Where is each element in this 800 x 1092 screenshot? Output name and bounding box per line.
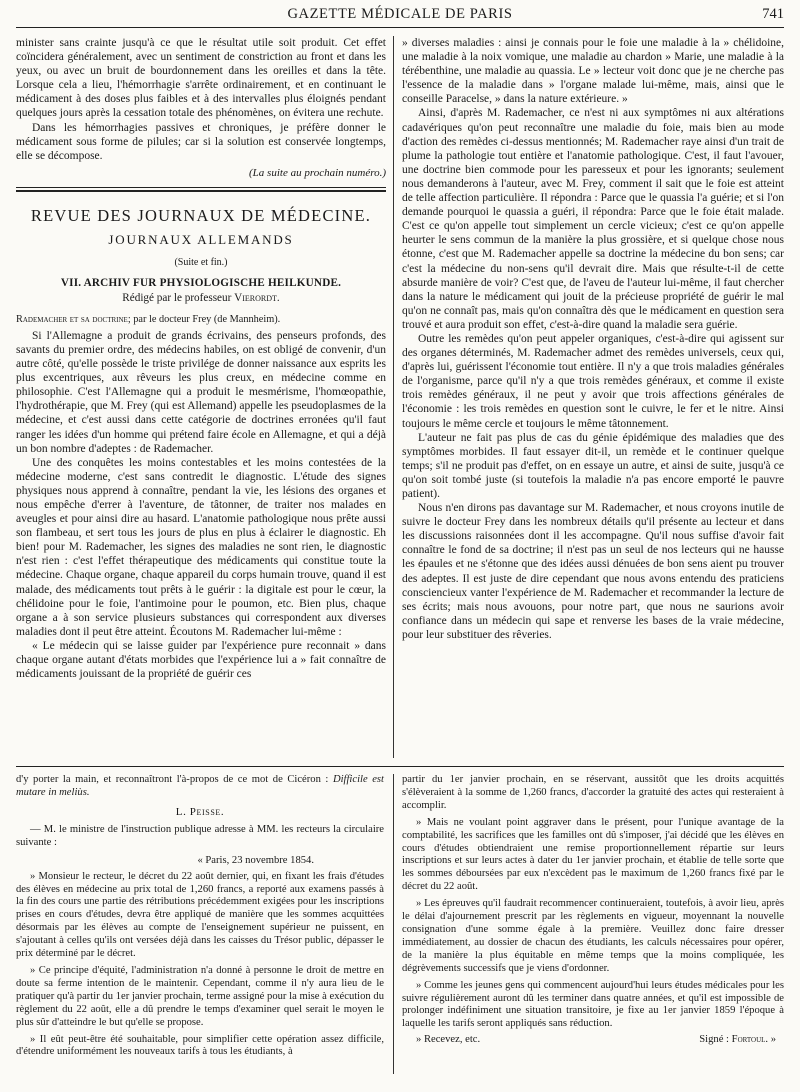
lower-left-column bbox=[16, 774, 384, 1059]
lower-right-column bbox=[402, 774, 784, 1046]
cicero-quote: Difficile est mutare in meliùs. bbox=[16, 774, 384, 798]
editor-prefix: Rédigé par le professeur bbox=[122, 291, 232, 304]
paragraph-epreuves: » Les épreuves qu'il faudrait recommencer continueraient, toutefois, à avoir lieu, après le délai d'ajournement prescrit par les règlements en vigueur, moyennant la nouvelle consignation d'une somme égale à la première. Veuillez donc faire dresser immédiatement, au dossier de chacun des étudiants, les calculs nécessaires pour opérer, de la manière la plus équitable en même temps que la moins compliquée, les dégrèvements successifs que je viens d'ordonner. bbox=[402, 898, 784, 974]
section-rule bbox=[16, 187, 386, 192]
continued-paragraph: minister sans crainte jusqu'à ce que le résultat utile soit produit. Cet effet coïncidera généralement, avec un sentiment de constriction au front et dans les yeux, ou avec un bruit de bourdonnement dans les oreilles et dans la tête. Lorsque cela a lieu, l'hémorrhagie s'arrête ordinairement, et en continuant le médicament à des doses plus faibles et à des intervalles plus éloignés pendant quelques jours après la cessation totale des phénomènes, on évitera une rechute. bbox=[16, 37, 386, 120]
paragraph-cicero bbox=[16, 774, 384, 800]
section-title: REVUE DES JOURNAUX DE MÉDECINE. bbox=[30, 205, 372, 225]
paragraph-diagnostic: Une des conquêtes les moins contestables et les moins contestées de la médecine moderne, c'est sans contredit le diagnostic. L'étude des signes physiques nous apprend à connaître, pendant la vie, les lésions des organes et nous empêche d'errer à l'aventure, de tâtonner, de traiter nos malades en aveugles et pour ainsi dire au hasard. L'anatomie pathologique nous prête aussi son flambeau, et sert tous les jours de plus en plus à éclairer le diagnostic. Eh bien! pour M. Rademacher, les signes des maladies ne sont rien, le diagnostic n'est rien : c'est l'effet thérapeutique des médicaments qui constitue toute la médecine. Chaque organe, chaque appareil du corps humain trouve, quand il est malade, des médicaments tout prêts à le guérir : la digitale est pour le cœur, la chélidoine pour le foie, l'antimoine pour le poumon, etc. Bien plus, chaque organe a à son service plusieurs substances qui correspondent aux diverses maladies dont il peut être atteint. Écoutons M. Rademacher lui-même : bbox=[16, 456, 386, 638]
header-rule bbox=[16, 27, 784, 28]
signed-prefix: Signé : bbox=[699, 1034, 730, 1046]
paragraph-minister: — M. le ministre de l'instruction publique adresse à MM. les recteurs la circulaire suivante : bbox=[16, 823, 384, 848]
signature-peisse bbox=[16, 806, 384, 818]
column-divider bbox=[393, 36, 394, 758]
cicero-text: d'y porter la main, et reconnaîtront l'à-propos de ce mot de Cicéron : bbox=[16, 774, 329, 785]
closing-row bbox=[402, 1033, 784, 1046]
paragraph-january: partir du 1er janvier prochain, en se réservant, aussitôt que les droits acquittés s'élèveraient à la somme de 1,260 francs, d'accorder la gratuité des actes qui resteraient à accomplir. bbox=[402, 774, 784, 811]
article-editor bbox=[16, 292, 386, 304]
circular-date: « Paris, 23 novembre 1854. bbox=[197, 854, 314, 866]
right-column bbox=[402, 36, 784, 758]
editor-name: Vierordt. bbox=[234, 291, 280, 304]
paragraph-circular-reasoning: Ainsi, d'après M. Rademacher, ce n'est ni aux symptômes ni aux altérations cadavériques qu'on peut reconnaître une maladie du foie, mais bien au mode d'action des remèdes ci-dessus mentionnés; M. Rademacher raye ainsi d'un trait de plume la pathologie tout entière et l'anatomie pathologique. C'est, il faut l'avouer, une doctrine bien commode pour les paresseux et pour les ignorants; seulement nous demanderons à l'auteur, avec M. Frey, comment il sait que le foie est atteint de telle affection particulière. Il répondra : Parce que le quassia l'a guérie; et si l'on demande pourquoi le quassia a guéri, il répondra: Parce que le foie était malade. C'est ce qu'on appelle tout simplement un cercle vicieux; c'est ce qu'on appelle heurter le sens commun de la manière la plus grossière, et si quelque chose nous étonne, c'est que M. Rademacher appelle sa doctrine la médecine du bon sens; car c'est la médecine du non-sens qu'il devrait dire. Mais que résulte-t-il de cette absurde manière de voir? C'est que, de l'aveu de l'auteur lui-même, il faut chercher dans la nature le médicament qui jouit de la précieuse propriété de guérir le mal qu'on ne connaît pas, mais qu'on connaîtra dès que le médicament en question sera trouvé et aura produit son effet, c'est-à-dire quand la maladie sera guérie. bbox=[402, 107, 784, 331]
lower-column-divider bbox=[393, 774, 394, 1074]
paragraph-equity: » Ce principe d'équité, l'administration n'a donné à personne le droit de mettre en doute sa ferme intention de le maintenir. Cependant, comme il n'y aura lieu de le pratiquer qu'à partir du 1er janvier prochain, terme assigné pour la mise à exécution du règlement du 22 août, elle a dû prendre le temps d'examiner quel serait le moyen le plus sûr d'atteindre le but qu'elle se propose. bbox=[16, 964, 384, 1028]
lower-section-rule bbox=[16, 766, 784, 767]
article-byline bbox=[16, 314, 386, 325]
paragraph-quote-start: « Le médecin qui se laisse guider par l'expérience pure reconnait » dans chaque organe autant d'états morbides que l'expérience lui a » fait connaître de médicaments jouissant de la propriété de guérir ces bbox=[16, 639, 386, 681]
article-heading: VII. ARCHIV FUR PHYSIOLOGISCHE HEILKUNDE. bbox=[60, 276, 342, 289]
paragraph-conclusion: Nous n'en dirons pas davantage sur M. Rademacher, et nous croyons inutile de suivre le docteur Frey dans les nombreux détails qu'il présente au lecteur et dans les discussions raisonnées dont il les accompagne. Qu'il nous suffise d'avoir fait connaître le fond de sa doctrine; il n'est pas un seul de nos lecteurs qui ne hausse les épaules et ne s'étonne que des idées aussi dénuées de bon sens aient pu trouver des adeptes. Il est juste de dire cependant que nous avons entendu des praticiens consciencieux vanter l'expérience de M. Rademacher et recommander la lecture de ses écrits; mais nous avouons, pour notre part, que nous ne saurions avoir confiance dans un médecin qui sape et renverse les bases de la vraie médecine, pour leur substituer des rêveries. bbox=[402, 502, 784, 641]
signed-name: Fortoul. » bbox=[731, 1034, 776, 1046]
closing-salutation: » Recevez, etc. bbox=[416, 1034, 481, 1046]
paragraph-hemorrhage: Dans les hémorrhagies passives et chroniques, je préfère donner le médicament sous forme de pilules; car si la solution est conservée longtemps, elle se décompose. bbox=[16, 121, 386, 162]
closing-signature bbox=[699, 1033, 776, 1046]
paragraph-universal-remedies: Outre les remèdes qu'on peut appeler organiques, c'est-à-dire qui agissent sur des organes déterminés, M. Rademacher admet des remèdes universels, ceux qui, d'après lui, guérissent l'économie tout entière. Il n'y a que trois maladies générales de l'organisme, parce qu'il n'y a que trois remèdes généraux, et comme il existe trois remèdes généraux, il ne peut y avoir que trois affections générales de l'économie : les trois remèdes en question sont le cuivre, le fer et le nitre. Ainsi toujours le même cercle et toujours le même tâtonnement. bbox=[402, 332, 784, 430]
byline-author: ; par le docteur Frey (de Mannheim). bbox=[127, 313, 281, 325]
left-column bbox=[16, 36, 386, 758]
paragraph-decree: » Monsieur le recteur, le décret du 22 août dernier, qui, en fixant les frais d'études des élèves en médecine au prix total de 1,260 francs, a reporté aux examens passés à la fin des cours une partie des rétributions précédemment exigées pour les inscriptions prises en cours d'études, devra être appliqué de manière que les sommes acquittées désormais par les élèves au compte de l'enseignement supérieur ne puissent, en s'ajoutant à celles qu'ils ont versées déjà dans les caisses du Trésor public, dépasser le prix déterminé par le décret. bbox=[16, 870, 384, 960]
section-note: (Suite et fin.) bbox=[174, 256, 228, 268]
paragraph-jeunes-gens: » Comme les jeunes gens qui commencent aujourd'hui leurs études médicales pour les suivre régulièrement auront dû les terminer dans quatre années, et qu'il est impossible de prolonger indéfiniment une situation transitoire, je fixe au 1er janvier 1859 l'époque à laquelle les tarifs seront appliqués sans réduction. bbox=[402, 979, 784, 1030]
signature-name: L. Peisse. bbox=[175, 805, 225, 818]
page-number: 741 bbox=[762, 6, 784, 22]
paragraph-quote-end: » diverses maladies : ainsi je connais pour le foie une maladie à la » chélidoine, une maladie à la noix vomique, une maladie au chardon » Marie, une maladie à la térébenthine, une maladie au quassia. Le » lecteur voit donc que je ne cherche pas l'essence de la maladie dans » l'organe malade lui-même, mais, ainsi que le conseille Paracelse, » dans la nature extérieure. » bbox=[402, 37, 784, 106]
lower-section bbox=[16, 774, 784, 1086]
journal-title: GAZETTE MÉDICALE DE PARIS bbox=[287, 6, 513, 22]
paragraph-germany: Si l'Allemagne a produit de grands écrivains, des penseurs profonds, des savants du premier ordre, des médecins habiles, on est obligé de convenir, d'un autre côté, qu'elle possède le triste privilége de donner naissance aux esprits les plus excentriques, aux rêveurs les plus creux, en médecine comme en philosophie. C'est l'Allemagne qui a produit le mesmérisme, l'homœopathie, l'hydrothérapie, que M. Frey (qui est Allemand) appelle les pseudoplasmes de la médecine, et c'est aussi dans cette catégorie de doctrines erronées qu'il faut ranger les idées d'un homme qui prétend faire école en Allemagne, et qui a déjà un bon nombre d'adeptes : de Rademacher. bbox=[16, 329, 386, 455]
paragraph-tariffs: » Il eût peut-être été souhaitable, pour simplifier cette opération assez difficile, d'étendre uniformément les nouveaux tarifs à tous les étudiants, à bbox=[16, 1033, 384, 1058]
section-subtitle: JOURNAUX ALLEMANDS bbox=[108, 231, 294, 247]
byline-subject: Rademacher et sa doctrine bbox=[16, 313, 128, 325]
paragraph-epidemic: L'auteur ne fait pas plus de cas du génie épidémique des maladies que des symptômes morbides. Il faut essayer dit-il, un remède et le continuer quelque temps; s'il ne produit pas d'effet, on en essaye un autre, et ainsi de suite, jusqu'à ce qu'on soit tombé juste (si toutefois la maladie n'a pas encore emporté le pauvre patient). bbox=[402, 431, 784, 500]
continued-note: (La suite au prochain numéro.) bbox=[249, 166, 386, 179]
newspaper-page bbox=[16, 6, 784, 1086]
paragraph-remise: » Mais ne voulant point aggraver dans le présent, pour l'unique avantage de la comptabilité, les sacrifices que les familles ont dû s'imposer, j'ai décidé que les élèves en cours d'études obtiendraient une remise proportionnellement répartie sur leurs inscriptions et sur leurs actes à dater du 1er janvier prochain, et établie de telle sorte que les sommes déboursées par eux n'excèdent pas le maximum de 1,260 francs fixé par le décret du 22 août. bbox=[402, 816, 784, 893]
upper-section bbox=[16, 36, 784, 758]
running-head bbox=[16, 6, 784, 24]
